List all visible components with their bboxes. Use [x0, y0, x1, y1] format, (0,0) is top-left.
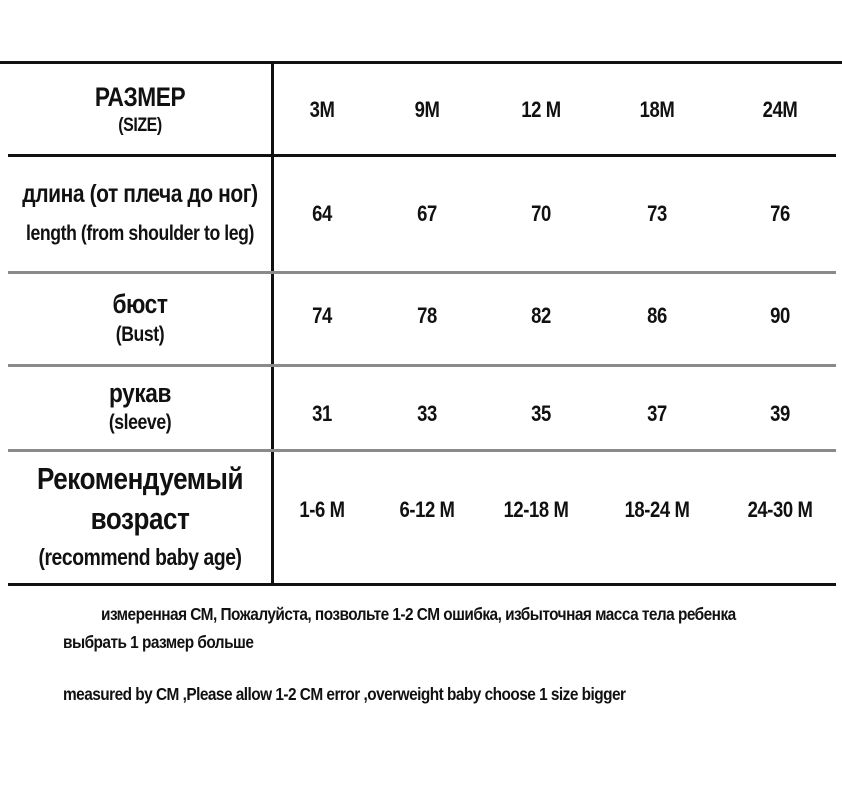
table-cell: 33: [417, 401, 437, 426]
column-divider: [271, 64, 274, 584]
table-cell: 1-6 M: [299, 497, 345, 522]
row-label-ru: рукав: [109, 378, 171, 408]
size-header-9m: 9M: [414, 97, 440, 122]
row-label-ru: длина (от плеча до ног): [22, 180, 258, 208]
size-header-24m: 24M: [762, 97, 798, 122]
size-header-ru: РАЗМЕР: [94, 82, 186, 112]
table-cell: 6-12 M: [399, 497, 455, 522]
table-top-border: [0, 61, 842, 64]
row-label-en: (sleeve): [108, 411, 172, 434]
table-cell: 70: [531, 201, 551, 226]
size-header-label: [29, 66, 251, 154]
row-divider: [8, 449, 836, 452]
table-cell: 64: [312, 201, 332, 226]
note-ru-line1: измеренная СМ, Пожалуйста, позвольте 1-2 СМ ошибка, избыточная масса тела ребенка: [101, 604, 736, 624]
row-label-age: [29, 453, 251, 581]
table-bottom-border: [8, 583, 836, 586]
row-label-en: (Bust): [115, 323, 165, 346]
table-cell: 67: [417, 201, 437, 226]
table-cell: 35: [531, 401, 551, 426]
table-cell: 31: [312, 401, 332, 426]
note-en: measured by CM ,Please allow 1-2 CM error ,overweight baby choose 1 size bigger: [63, 684, 626, 704]
row-label-en: (recommend baby age): [38, 544, 242, 570]
table-cell: 18-24 M: [624, 497, 690, 522]
row-label-bust: [29, 275, 251, 363]
size-header-3m: 3M: [309, 97, 335, 122]
row-label-ru-line1: Рекомендуемый: [36, 461, 244, 496]
table-cell: 74: [312, 303, 332, 328]
table-cell: 24-30 M: [747, 497, 813, 522]
row-label-sleeve: [29, 368, 251, 448]
size-header-12m: 12 M: [521, 97, 561, 122]
size-header-18m: 18M: [639, 97, 675, 122]
table-cell: 73: [647, 201, 667, 226]
table-cell: 39: [770, 401, 790, 426]
row-label-ru: бюст: [112, 289, 168, 319]
table-cell: 76: [770, 201, 790, 226]
table-cell: 12-18 M: [503, 497, 569, 522]
row-divider: [8, 364, 836, 367]
row-divider: [8, 271, 836, 274]
table-cell: 86: [647, 303, 667, 328]
note-ru-line2: выбрать 1 размер больше: [63, 632, 254, 652]
table-cell: 82: [531, 303, 551, 328]
size-header-en: (SIZE): [118, 115, 162, 136]
row-label-ru-line2: возраст: [90, 501, 190, 536]
table-cell: 78: [417, 303, 437, 328]
row-label-en: length (from shoulder to leg): [26, 222, 254, 245]
table-cell: 90: [770, 303, 790, 328]
table-cell: 37: [647, 401, 667, 426]
row-label-length: [22, 158, 258, 270]
row-divider: [8, 154, 836, 157]
